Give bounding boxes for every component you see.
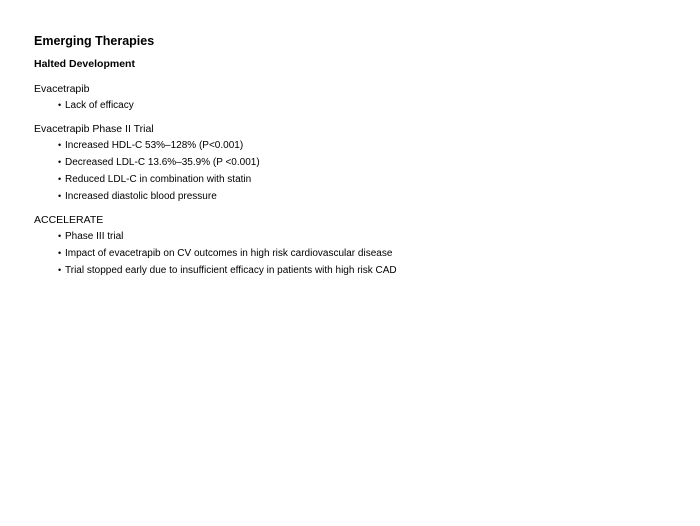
section-accelerate <box>34 212 674 279</box>
bullet-item <box>58 245 674 262</box>
bullet-list <box>34 137 674 205</box>
bullet-item <box>58 97 674 114</box>
bullet-icon: • <box>58 100 62 110</box>
bullet-text: Increased HDL-C 53%–128% (P<0.001) <box>65 140 244 151</box>
bullet-item <box>58 228 674 245</box>
section-evacetrapib <box>34 81 674 114</box>
bullet-text: Reduced LDL-C in combination with statin <box>65 174 252 185</box>
page-title: Emerging Therapies <box>34 34 155 48</box>
bullet-icon: • <box>58 157 62 167</box>
bullet-text: Lack of efficacy <box>65 100 134 111</box>
bullet-icon: • <box>58 174 62 184</box>
bullet-item <box>58 262 674 279</box>
bullet-icon: • <box>58 265 62 275</box>
bullet-text: Trial stopped early due to insufficient efficacy in patients with high risk CAD <box>65 265 397 276</box>
section-heading: Evacetrapib <box>34 83 90 95</box>
bullet-text: Impact of evacetrapib on CV outcomes in high risk cardiovascular disease <box>65 248 393 259</box>
bullet-text: Increased diastolic blood pressure <box>65 191 217 202</box>
bullet-item <box>58 188 674 205</box>
bullet-item <box>58 171 674 188</box>
slide-content <box>34 33 674 286</box>
bullet-icon: • <box>58 248 62 258</box>
bullet-item <box>58 137 674 154</box>
section-phase-ii-trial <box>34 121 674 205</box>
bullet-text: Decreased LDL-C 13.6%–35.9% (P <0.001) <box>65 157 260 168</box>
bullet-icon: • <box>58 191 62 201</box>
bullet-icon: • <box>58 140 62 150</box>
section-heading: Evacetrapib Phase II Trial <box>34 123 154 135</box>
bullet-text: Phase III trial <box>65 231 124 242</box>
section-heading: ACCELERATE <box>34 214 104 226</box>
bullet-list <box>34 97 674 114</box>
bullet-item <box>58 154 674 171</box>
bullet-icon: • <box>58 231 62 241</box>
bullet-list <box>34 228 674 279</box>
page-subtitle: Halted Development <box>34 58 135 70</box>
